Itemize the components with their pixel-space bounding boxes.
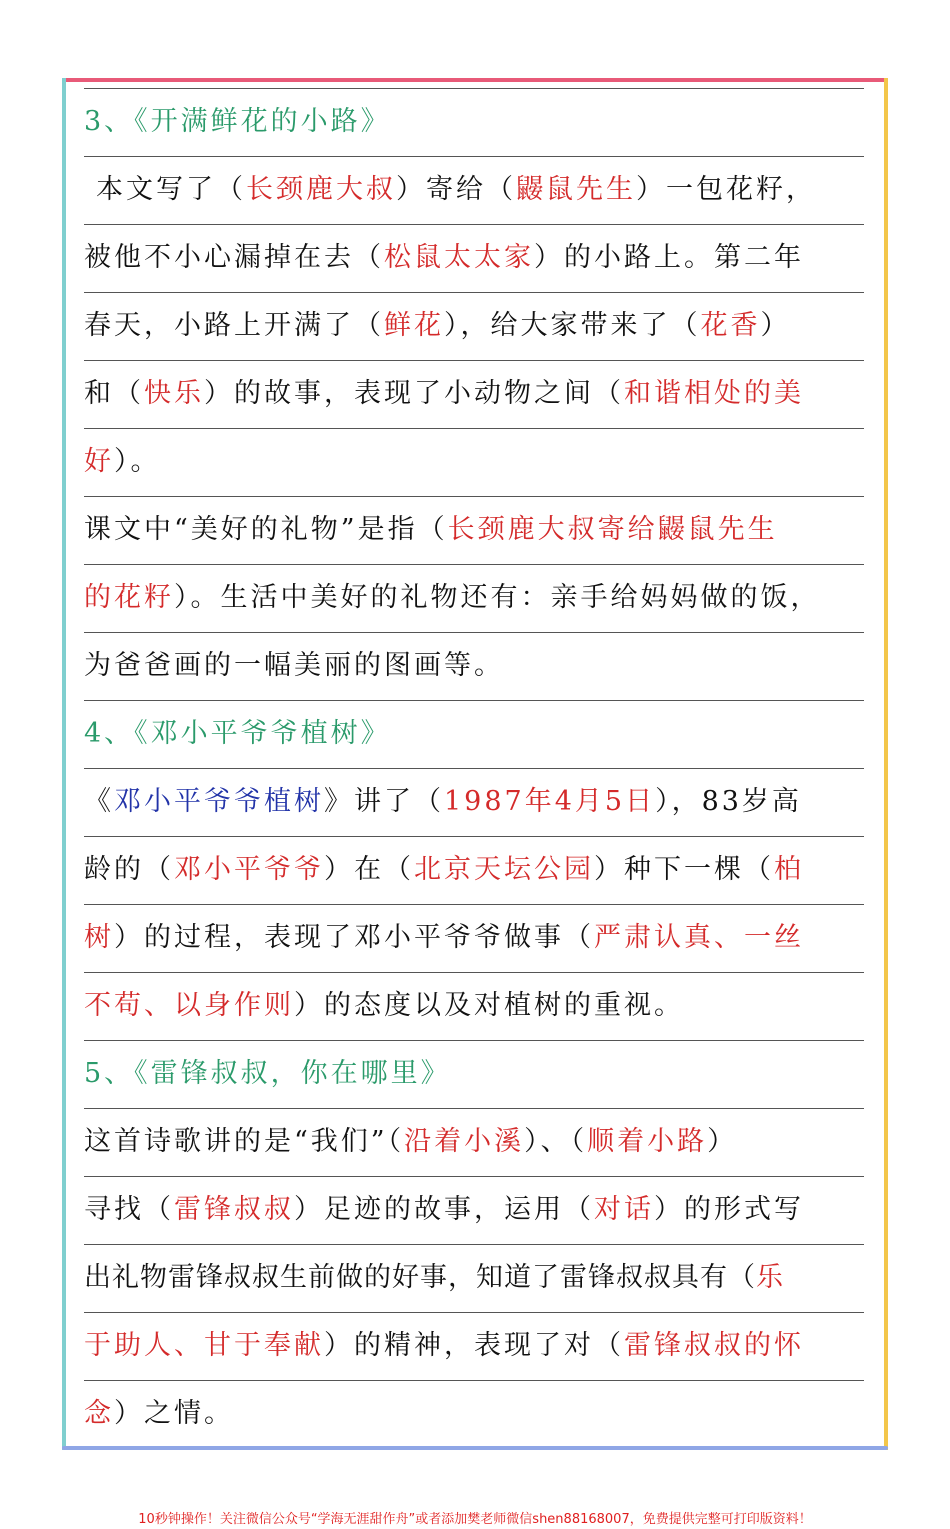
text: ）种下一棵（	[594, 854, 774, 885]
s5-line-1	[84, 1108, 874, 1176]
text: 龄的（	[84, 854, 174, 885]
s3-line-5	[84, 428, 874, 496]
answer: 鲜花	[384, 310, 444, 341]
text: ）的形式写	[654, 1194, 804, 1225]
text: 寻找（	[84, 1194, 174, 1225]
answer: 顺着小路	[587, 1126, 708, 1157]
text: ）、（	[524, 1126, 588, 1157]
answer: 对话	[594, 1194, 654, 1225]
answer: 松鼠太太家	[384, 242, 534, 273]
answer: 不苟、以身作则	[84, 990, 294, 1021]
answer: 花香	[700, 310, 761, 341]
footer-promo: 10秒钟操作！关注微信公众号“学海无涯甜作舟”或者添加樊老师微信shen88168007，免费提供完整可打印版资料！	[138, 1512, 812, 1527]
text: ）。	[114, 446, 161, 477]
s3-line-1	[84, 156, 886, 224]
answer: 乐	[756, 1262, 784, 1293]
answer: 长颈鹿大叔	[246, 174, 396, 205]
answer: 的花籽	[84, 582, 174, 613]
frame-top-border	[62, 78, 888, 82]
section-5-title: 5、《雷锋叔叔，你在哪里》	[84, 1058, 451, 1089]
text: 春天，小路上开满了（	[84, 310, 384, 341]
s5-line-5	[84, 1380, 874, 1448]
text: ）的精神，表现了对（	[324, 1330, 624, 1361]
answer: 长颈鹿大叔寄给鼹鼠先生	[447, 514, 778, 545]
answer: 念	[84, 1398, 114, 1429]
text: ）的过程，表现了邓小平爷爷做事（	[114, 922, 594, 953]
s5-line-4	[84, 1312, 874, 1380]
answer: 快乐	[144, 378, 204, 409]
answer: 树	[84, 922, 114, 953]
text: ）一包花籽，	[636, 174, 816, 205]
s3-line-3	[84, 292, 874, 360]
text: 《	[84, 786, 114, 817]
text: ）之情。	[114, 1398, 234, 1429]
answer: 好	[84, 446, 114, 477]
text: 被他不小心漏掉在去（	[84, 242, 384, 273]
text: ）在（	[324, 854, 414, 885]
s4-line-4	[84, 972, 874, 1040]
s5-line-3	[84, 1244, 874, 1312]
text: ）的态度以及对植树的重视。	[294, 990, 684, 1021]
answer: 雷锋叔叔的怀	[624, 1330, 804, 1361]
s3-line-2	[84, 224, 874, 292]
s4-line-2	[84, 836, 874, 904]
s4-line-3	[84, 904, 874, 972]
book-title: 邓小平爷爷植树	[114, 786, 324, 817]
s3-line-7	[84, 564, 874, 632]
answer: 雷锋叔叔	[174, 1194, 294, 1225]
text: 为爸爸画的一幅美丽的图画等。	[84, 650, 504, 681]
frame-right-border	[884, 78, 888, 1450]
s3-line-8	[84, 632, 874, 700]
s3-line-6	[84, 496, 874, 564]
text: ）寄给（	[396, 174, 516, 205]
frame-left-border	[62, 78, 66, 1450]
text: 出礼物雷锋叔叔生前做的好事，知道了雷锋叔叔具有（	[84, 1262, 756, 1293]
text: ），83岁高	[655, 786, 802, 817]
text: ）足迹的故事，运用（	[294, 1194, 594, 1225]
s3-line-4	[84, 360, 874, 428]
answer: 柏	[774, 854, 804, 885]
answer: 北京天坛公园	[414, 854, 594, 885]
answer: 严肃认真、一丝	[594, 922, 804, 953]
text: ）	[707, 1126, 738, 1157]
answer: 邓小平爷爷	[174, 854, 324, 885]
text: 和（	[84, 378, 144, 409]
text: 》讲了（	[324, 786, 444, 817]
section-4-title: 4、《邓小平爷爷植树》	[84, 718, 391, 749]
text: 课文中“美好的礼物”是指（	[84, 514, 448, 545]
answer: 和谐相处的美	[624, 378, 804, 409]
text: ）	[760, 310, 791, 341]
s4-line-1	[84, 768, 874, 836]
text: ）。生活中美好的礼物还有：亲手给妈妈做的饭，	[174, 582, 821, 613]
text: 本文写了（	[96, 174, 246, 205]
text: ）的故事，表现了小动物之间（	[204, 378, 624, 409]
text: ），给大家带来了（	[444, 310, 701, 341]
s5-line-2	[84, 1176, 874, 1244]
text: 这首诗歌讲的是“我们”（	[84, 1126, 405, 1157]
answer: 1987年4月5日	[444, 786, 656, 817]
section-3-title: 3、《开满鲜花的小路》	[84, 106, 391, 137]
answer: 于助人、甘于奉献	[84, 1330, 324, 1361]
text: ）的小路上。第二年	[534, 242, 804, 273]
answer: 沿着小溪	[404, 1126, 525, 1157]
answer: 鼹鼠先生	[516, 174, 636, 205]
